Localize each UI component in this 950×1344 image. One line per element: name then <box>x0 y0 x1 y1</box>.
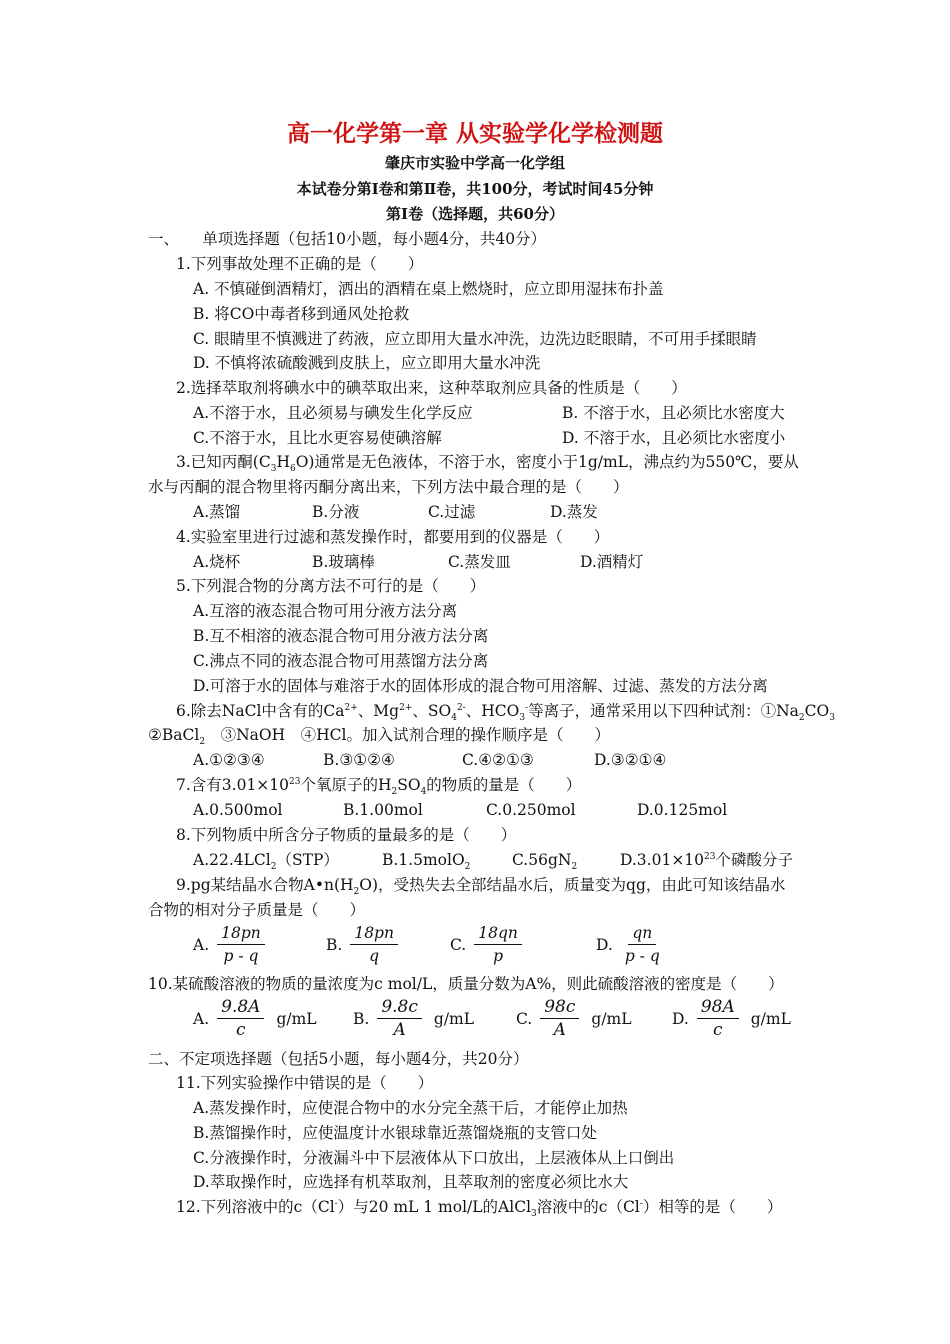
q6-option-b: B.③①②④ <box>323 751 395 769</box>
q10-option-a-fraction: $\frac{9.8A}{c}$ <box>217 996 264 1041</box>
q2-option-a: A.不溶于水，且必须易与碘发生化学反应 <box>193 404 473 422</box>
section-one-heading: 一、 单项选择题（包括10小题，每小题4分，共40分） <box>148 230 547 248</box>
q3-option-c: C.过滤 <box>428 503 476 521</box>
q3-stem: 3.已知丙酮$(C_3H_6O)$通常是无色液体，不溶于水，密度小于1g/mL，沸点约为550℃，要从 <box>176 453 799 475</box>
q11-stem: 11.下列实验操作中错误的是（ ） <box>176 1074 434 1092</box>
q6-stem-line2: ②BaCl$_2$ ③NaOH ④HCl。加入试剂合理的操作顺序是（ ） <box>148 726 610 748</box>
q9-option-c: C. $\frac{18qn}{p}$ <box>450 922 522 967</box>
q9-option-d: D. $\frac{qn}{p - q}$ <box>596 922 664 967</box>
page-title: 高一化学第一章 从实验学化学检测题 <box>286 120 663 147</box>
q9-option-c-fraction: $\frac{18qn}{p}$ <box>474 922 522 967</box>
q7-option-c: C.0.250mol <box>486 801 576 819</box>
q1-option-b: B. 将CO中毒者移到通风处抢救 <box>193 305 410 323</box>
q1-option-c: C. 眼睛里不慎溅进了药液，应立即用大量水冲洗，边洗边眨眼睛，不可用手揉眼睛 <box>193 330 757 348</box>
q9-stem: 9.pg某结晶水合物$A•n(H_2O)$，受热失去全部结晶水后，质量变为qg，由此可知该结晶水 <box>176 876 786 898</box>
q1-stem: 1.下列事故处理不正确的是（ ） <box>176 255 424 273</box>
q6-option-d: D.③②①④ <box>594 751 667 769</box>
q2-option-b: B. 不溶于水，且必须比水密度大 <box>562 404 785 422</box>
q10-option-b-fraction: $\frac{9.8c}{A}$ <box>377 996 422 1041</box>
q2-stem: 2.选择萃取剂将碘水中的碘萃取出来，这种萃取剂应具备的性质是（ ） <box>176 379 687 397</box>
q11-option-a: A.蒸发操作时，应使混合物中的水分完全蒸干后，才能停止加热 <box>193 1099 628 1117</box>
q12-stem: 12.下列溶液中的c（Cl-）与20 mL 1 mol/L的AlCl$_3$溶液中的c（Cl-）相等的是（ ） <box>176 1198 783 1220</box>
q1-option-a: A. 不慎碰倒酒精灯，洒出的酒精在桌上燃烧时，应立即用湿抹布扑盖 <box>193 280 664 298</box>
q9-option-a: A. $\frac{18pn}{p - q}$ <box>193 922 265 967</box>
q11-option-c: C.分液操作时，分液漏斗中下层液体从下口放出，上层液体从上口倒出 <box>193 1149 675 1167</box>
q5-option-b: B.互不相溶的液态混合物可用分液方法分离 <box>193 627 489 645</box>
q7-option-a: A.0.500mol <box>193 801 283 819</box>
q7-option-d: D.0.125mol <box>637 801 728 819</box>
school-name: 肇庆市实验中学高一化学组 <box>384 154 565 172</box>
q4-option-b: B.玻璃棒 <box>312 553 375 571</box>
q9-option-a-fraction: $\frac{18pn}{p - q}$ <box>217 922 265 967</box>
q9-option-d-fraction: $\frac{qn}{p - q}$ <box>624 924 660 965</box>
section-two-heading: 二、不定项选择题（包括5小题，每小题4分，共20分） <box>148 1050 529 1068</box>
q4-option-a: A.烧杯 <box>193 553 241 571</box>
q10-option-d: D. $\frac{98A}{c}$ g/mL <box>672 997 791 1040</box>
q8-stem: 8.下列物质中所含分子物质的量最多的是（ ） <box>176 826 517 844</box>
q8-option-c: $C.56gN_2$ <box>512 851 578 873</box>
q6-stem: 6.除去NaCl中含有的$Ca^{2+}$、$Mg^{2+}$、$SO_4^{2-}$、$HCO_3^-$等离子，通常采用以下四种试剂：$①Na_2CO_3$ <box>176 702 835 724</box>
q10-option-b: B. $\frac{9.8c}{A}$ g/mL <box>353 997 475 1040</box>
q4-option-d: D.酒精灯 <box>580 553 644 571</box>
q10-stem: 10.某硫酸溶液的物质的量浓度为c mol/L，质量分数为A%，则此硫酸溶液的密度是（ ） <box>148 975 784 993</box>
q1-option-d: D. 不慎将浓硫酸溅到皮肤上，应立即用大量水冲洗 <box>193 354 541 372</box>
q11-option-d: D.萃取操作时，应选择有机萃取剂，且萃取剂的密度必须比水大 <box>193 1173 629 1191</box>
q4-stem: 4.实验室里进行过滤和蒸发操作时，都要用到的仪器是（ ） <box>176 528 610 546</box>
q9-option-b-fraction: $\frac{18pn}{q}$ <box>350 922 398 967</box>
q2-option-d: D. 不溶于水，且必须比水密度小 <box>562 429 786 447</box>
q4-option-c: C.蒸发皿 <box>448 553 511 571</box>
q10-option-d-fraction: $\frac{98A}{c}$ <box>697 996 739 1041</box>
q5-option-a: A.互溶的液态混合物可用分液方法分离 <box>193 602 458 620</box>
q9-option-b: B. $\frac{18pn}{q}$ <box>326 922 398 967</box>
q11-option-b: B.蒸馏操作时，应使温度计水银球靠近蒸馏烧瓶的支管口处 <box>193 1124 597 1142</box>
q9-stem-line2: 合物的相对分子质量是（ ） <box>148 901 366 919</box>
q3-option-a: A.蒸馏 <box>193 503 241 521</box>
q6-option-c: C.④②①③ <box>462 751 534 769</box>
part-one-heading: 第Ⅰ卷（选择题，共60分） <box>386 205 564 223</box>
q8-option-a: A.22.4LCl$_2$（STP） <box>193 851 339 873</box>
q3-option-b: B.分液 <box>312 503 360 521</box>
q3-option-d: D.蒸发 <box>550 503 598 521</box>
q10-option-c: C. $\frac{98c}{A}$ g/mL <box>516 997 632 1040</box>
q8-option-b: B.1.5molO$_2$ <box>382 851 471 873</box>
q7-option-b: B.1.00mol <box>343 801 423 819</box>
q2-option-c: C.不溶于水，且比水更容易使碘溶解 <box>193 429 442 447</box>
q5-option-c: C.沸点不同的液态混合物可用蒸馏方法分离 <box>193 652 489 670</box>
q6-option-a: A.①②③④ <box>193 751 265 769</box>
q10-option-c-fraction: $\frac{98c}{A}$ <box>540 996 579 1041</box>
q5-option-d: D.可溶于水的固体与难溶于水的固体形成的混合物可用溶解、过滤、蒸发的方法分离 <box>193 677 768 695</box>
q8-option-d: $D.3.01\times 10^{23}$个磷酸分子 <box>620 851 793 869</box>
q5-stem: 5.下列混合物的分离方法不可行的是（ ） <box>176 577 486 595</box>
q10-option-a: A. $\frac{9.8A}{c}$ g/mL <box>193 997 317 1040</box>
q7-stem: 7.含有$3.01\times 10^{23}$个氧原子的$H_2SO_4$的物质的量是（ ） <box>176 776 582 798</box>
exam-info: 本试卷分第Ⅰ卷和第Ⅱ卷，共100分，考试时间45分钟 <box>296 180 654 198</box>
q3-stem-line2: 水与丙酮的混合物里将丙酮分离出来，下列方法中最合理的是（ ） <box>148 478 629 496</box>
